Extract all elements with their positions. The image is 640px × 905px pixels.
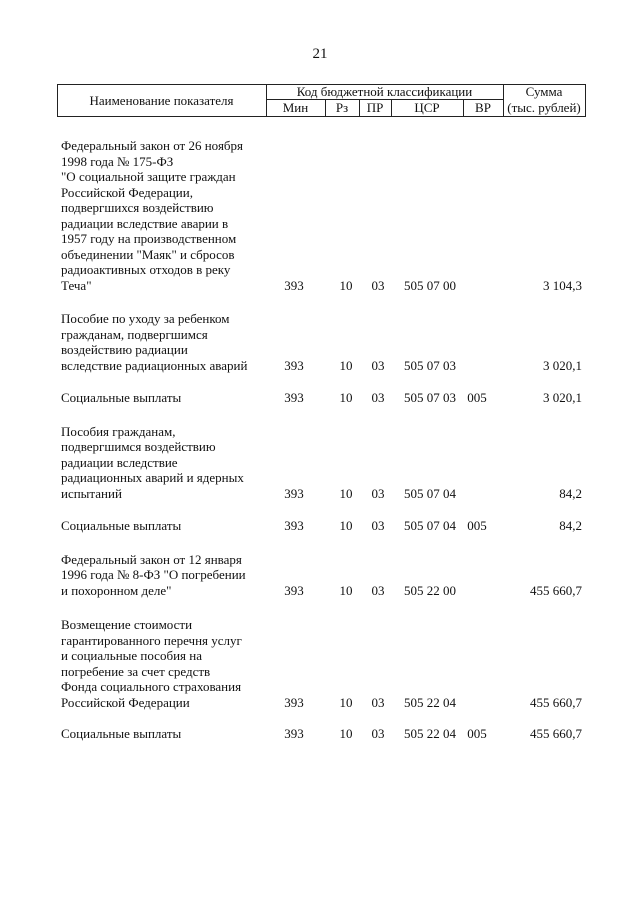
ministry-code: 393 [284, 582, 304, 598]
header-name-column: Наименование показателя [89, 93, 234, 108]
target-article-code: 505 07 03 [404, 357, 456, 373]
indicator-name-line: Фонда социального страхования [61, 679, 242, 694]
header-code-group: Код бюджетной классификации [296, 84, 473, 99]
subsection-code: 03 [371, 582, 385, 598]
amount: 84,2 [559, 517, 582, 533]
indicator-name-line: 1998 года № 175-ФЗ [61, 153, 174, 169]
header-sum: Сумма [525, 84, 563, 99]
target-article-code: 505 22 04 [404, 694, 456, 710]
amount: 455 660,7 [530, 694, 582, 710]
target-article-code: 505 07 00 [404, 277, 456, 293]
indicator-name-line: Федеральный закон от 12 января [61, 551, 242, 567]
section-code: 10 [339, 485, 353, 501]
indicator-name-line: подвергшимся воздействию [61, 439, 216, 454]
amount: 3 020,1 [543, 357, 582, 373]
section-code: 10 [339, 357, 353, 373]
indicator-name [61, 617, 276, 710]
ministry-code: 393 [284, 357, 304, 373]
header-pr: ПР [366, 100, 384, 115]
subsection-code: 03 [371, 517, 385, 533]
section-code: 10 [339, 389, 353, 405]
indicator-name-line: 1996 года № 8-ФЗ "О погребении [61, 567, 246, 582]
indicator-name-line: Российской Федерации [61, 694, 190, 710]
indicator-name-line: Возмещение стоимости [61, 617, 193, 632]
indicator-name [61, 552, 276, 599]
subsection-code: 03 [371, 485, 385, 501]
section-code: 10 [339, 582, 353, 598]
header-vr: ВР [475, 100, 491, 115]
indicator-name-line: Пособия гражданам, [61, 423, 176, 439]
table-header [57, 84, 586, 117]
indicator-name-line: гарантированного перечня услуг [61, 632, 242, 648]
table-row [0, 615, 640, 710]
ministry-code: 393 [284, 485, 304, 501]
target-article-code: 505 07 04 [404, 517, 456, 533]
page-number: 21 [312, 46, 328, 62]
indicator-name-line: и социальные пособия на [61, 648, 202, 663]
expense-type-code: 005 [467, 389, 487, 405]
header-bottom-border [57, 116, 586, 117]
table-row [0, 388, 640, 406]
header-rz: Рз [335, 100, 349, 115]
header-csr: ЦСР [414, 100, 440, 115]
indicator-name-line: радиационных аварий и ядерных [61, 470, 244, 485]
indicator-name-line: 1957 году на производственном [61, 231, 237, 246]
amount: 3 104,3 [543, 277, 582, 293]
table-row [0, 516, 640, 534]
target-article-code: 505 22 04 [404, 725, 456, 741]
indicator-name-line: вследствие радиационных аварий [61, 357, 248, 373]
ministry-code: 393 [284, 277, 304, 293]
indicator-name-line: подвергшихся воздействию [61, 200, 214, 215]
indicator-name-line: радиации вследствие [61, 454, 178, 470]
section-code: 10 [339, 725, 353, 741]
indicator-name [61, 138, 276, 293]
subsection-code: 03 [371, 357, 385, 373]
indicator-name [61, 424, 276, 502]
header-right-border [585, 84, 586, 117]
indicator-name-line: гражданам, подвергшимся [61, 326, 208, 342]
amount: 3 020,1 [543, 389, 582, 405]
amount: 455 660,7 [530, 582, 582, 598]
indicator-name [61, 311, 276, 373]
indicator-name-line: Социальные выплаты [61, 725, 182, 741]
table-row [0, 724, 640, 742]
indicator-name-line: Теча" [61, 277, 92, 293]
amount: 455 660,7 [530, 725, 582, 741]
indicator-name-line: Федеральный закон от 26 ноября [61, 138, 244, 153]
indicator-name-line: радиации вследствие аварии в [61, 215, 229, 231]
indicator-name-line: объединении "Маяк" и сбросов [61, 246, 235, 262]
indicator-name-line: Социальные выплаты [61, 517, 182, 533]
subsection-code: 03 [371, 694, 385, 710]
indicator-name [61, 390, 276, 406]
header-min: Мин [282, 100, 309, 115]
ministry-code: 393 [284, 725, 304, 741]
subsection-code: 03 [371, 389, 385, 405]
subsection-code: 03 [371, 277, 385, 293]
table-row [0, 309, 640, 373]
indicator-name-line: Социальные выплаты [61, 389, 182, 405]
header-sum-units: (тыс. рублей) [507, 100, 581, 115]
ministry-code: 393 [284, 517, 304, 533]
indicator-name-line: погребение за счет средств [61, 663, 211, 679]
expense-type-code: 005 [467, 517, 487, 533]
indicator-name-line: "О социальной защите граждан [61, 169, 236, 184]
indicator-name [61, 726, 276, 742]
section-code: 10 [339, 517, 353, 533]
indicator-name-line: радиоактивных отходов в реку [61, 262, 231, 277]
indicator-name-line: Российской Федерации, [61, 184, 193, 200]
section-code: 10 [339, 694, 353, 710]
indicator-name-line: и похоронном деле" [61, 582, 172, 598]
target-article-code: 505 07 04 [404, 485, 456, 501]
ministry-code: 393 [284, 694, 304, 710]
target-article-code: 505 07 03 [404, 389, 456, 405]
indicator-name-line: Пособие по уходу за ребенком [61, 311, 230, 326]
table-row [0, 136, 640, 293]
indicator-name-line: воздействию радиации [61, 342, 188, 357]
expense-type-code: 005 [467, 725, 487, 741]
section-code: 10 [339, 277, 353, 293]
target-article-code: 505 22 00 [404, 582, 456, 598]
indicator-name [61, 518, 276, 534]
amount: 84,2 [559, 485, 582, 501]
table-row [0, 422, 640, 502]
subsection-code: 03 [371, 725, 385, 741]
table-row [0, 550, 640, 599]
indicator-name-line: испытаний [61, 485, 122, 501]
ministry-code: 393 [284, 389, 304, 405]
